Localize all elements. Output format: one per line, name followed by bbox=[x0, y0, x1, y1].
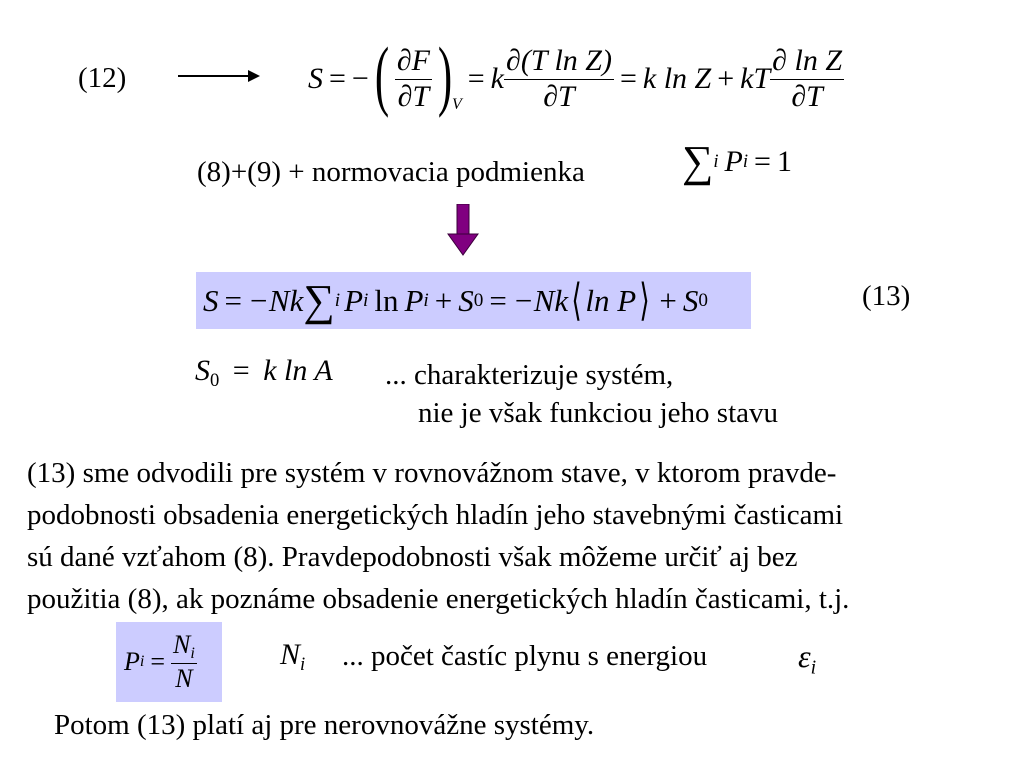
ni-symbol: $N_i$ bbox=[280, 638, 306, 675]
s0-description-line1: ... charakterizuje systém, bbox=[385, 359, 674, 391]
equation-12-label: (12) bbox=[78, 62, 127, 94]
s0-equation: $S_0 = k$ ln A bbox=[195, 354, 333, 391]
paragraph-line: podobnosti obsadenia energetických hladín jeho stavebnými časticami bbox=[27, 499, 844, 531]
paragraph-line: sú dané vzťahom (8). Pravdepodobnosti však môžeme určiť aj bez bbox=[27, 541, 798, 573]
normalization-text: (8)+(9) + normovacia podmienka bbox=[197, 156, 585, 188]
epsilon-symbol: $\varepsilon_i$ bbox=[798, 638, 817, 679]
normalization-equation: ∑ i P i = 1 bbox=[682, 137, 792, 186]
equation-12: S = − ( $\frac{\partial F}{\partial T}$ ) V = k $\frac{\text{∂(T ln Z)}}{\partial T}$ = k ln Z + kT $\frac{\text{∂ ln Z}}{\partial T}$ bbox=[308, 31, 842, 118]
down-arrow-icon bbox=[446, 204, 480, 261]
right-arrow-icon bbox=[178, 66, 260, 91]
conclusion-text: Potom (13) platí aj pre nerovnovážne systémy. bbox=[54, 709, 595, 741]
explanation-paragraph bbox=[27, 452, 1002, 620]
equation-13-label: (13) bbox=[862, 280, 911, 312]
equation-13: S = −Nk ∑ i P i ln P i + S 0 = −Nk ⟨ ln P ⟩ + S 0 bbox=[203, 275, 708, 325]
paragraph-line: (13) sme odvodili pre systém v rovnovážnom stave, v ktorom pravde- bbox=[27, 457, 837, 489]
ni-description: ... počet častíc plynu s energiou bbox=[342, 640, 708, 672]
paragraph-line: použitia (8), ak poznáme obsadenie energetických hladín časticami, t.j. bbox=[27, 583, 850, 615]
probability-equation: P i = $\frac{N_i}{N}$ bbox=[124, 629, 195, 694]
s0-description-line2: nie je však funkciou jeho stavu bbox=[418, 397, 778, 429]
